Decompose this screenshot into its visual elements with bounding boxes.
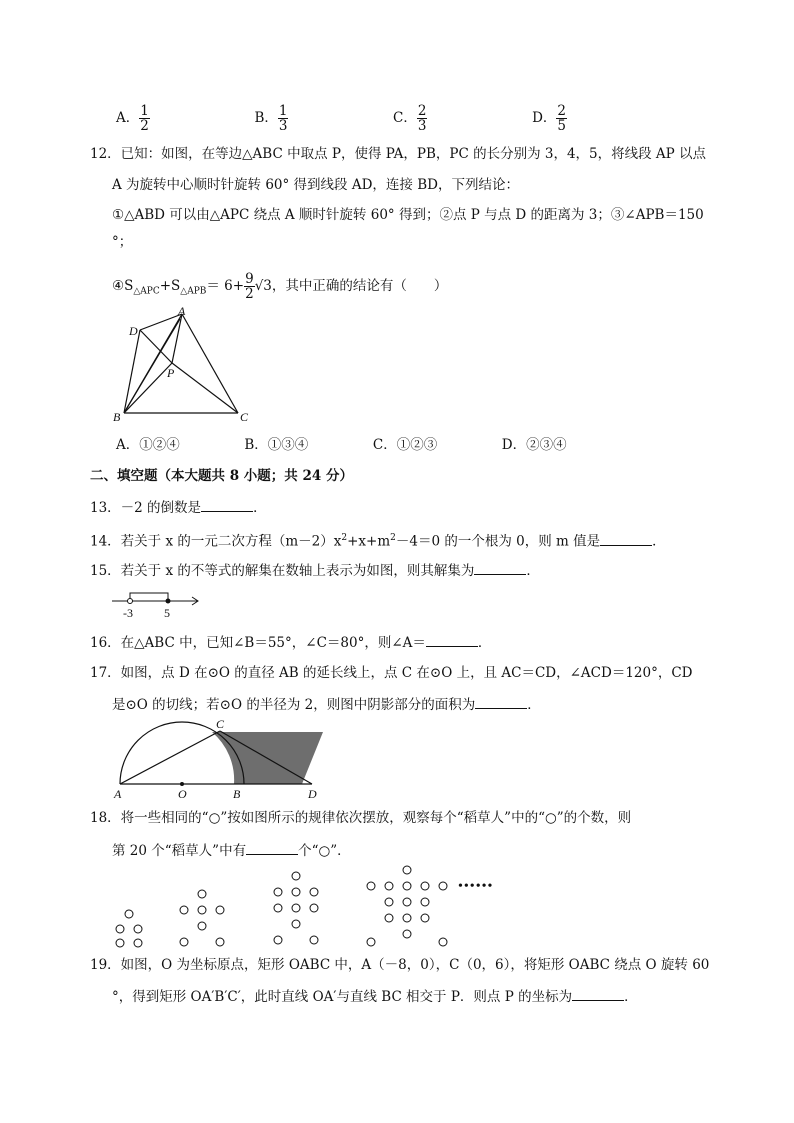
- q12-line1: 12．已知：如图，在等边△ABC 中取点 P，使得 PA，PB，PC 的长分别为 3，4，5，将线段 AP 以点: [90, 146, 707, 162]
- q14: 14．若关于 x 的一元二次方程$(m-2)x^2+x+m^2-4=0$ 的一个根为 0，则 m 值是 ．: [90, 528, 666, 552]
- q15-answer-blank[interactable]: [474, 560, 526, 575]
- fig17-label-b: B: [233, 787, 241, 801]
- fig-label-d: D: [129, 324, 138, 338]
- q18-line2: 第 20 个“稻草人”中有 个“○”．: [112, 840, 351, 861]
- q15-number-line: [112, 590, 202, 620]
- q17-figure: [112, 717, 322, 801]
- q11-options: [116, 104, 567, 133]
- tick-label-right: 5: [164, 606, 170, 620]
- q18-line1: 18．将一些相同的“○”按如图所示的规律依次摆放，观察每个“稻草人”中的“○”的个数，则: [90, 810, 632, 826]
- q12-line2: A 为旋转中心顺时针旋转 60° 得到线段 AD，连接 BD，下列结论：: [112, 177, 519, 193]
- fig17-label-a: A: [114, 787, 122, 801]
- q17-line1: 17．如图，点 D 在⊙O 的直径 AB 的延长线上，点 C 在⊙O 上，且 AC＝CD，∠ACD＝120°，CD: [90, 665, 693, 681]
- fig-label-b: B: [113, 410, 121, 424]
- q12-option-a[interactable]: A．①②④: [116, 437, 180, 453]
- q18-figure: [110, 862, 510, 954]
- q12-figure: [112, 305, 262, 425]
- q12-option-c[interactable]: C．①②③: [372, 437, 438, 453]
- fig-label-c: C: [240, 410, 249, 424]
- q19-line2: °，得到矩形 OA′B′C′，此时直线 OA′与直线 BC 相交于 P．则点 P 的坐标为 ．: [112, 986, 638, 1007]
- q16: 16．在△ABC 中，已知∠B＝55°，∠C＝80°，则∠A＝ ．: [90, 632, 491, 653]
- fig17-label-o: O: [178, 787, 187, 801]
- q12-line5: $④S_{\triangle APC}+S_{\triangle APB}= 6+$ $\frac{9}{2}$ √3，其中正确的结论有（ ）: [112, 271, 448, 302]
- q11-option-c[interactable]: C． $\frac{2}{3}$: [393, 103, 427, 134]
- q12-line3: ①△ABD 可以由△APC 绕点 A 顺时针旋转 60° 得到；②点 P 与点 D 的距离为 3；③∠APB＝150: [112, 207, 704, 223]
- q14-answer-blank[interactable]: [600, 531, 652, 546]
- fig17-label-c: C: [216, 717, 225, 731]
- section-fill-in-heading: 二、填空题（本大题共 8 小题；共 24 分）: [90, 468, 353, 484]
- fig-label-p: P: [167, 366, 175, 380]
- q18-answer-blank[interactable]: [246, 840, 298, 855]
- tick-label-left: -3: [123, 606, 133, 620]
- q19-answer-blank[interactable]: [572, 986, 624, 1001]
- fig-label-a: A: [178, 304, 186, 318]
- q12-option-d[interactable]: D．②③④: [501, 437, 567, 453]
- q11-option-d[interactable]: D． $\frac{2}{5}$: [532, 103, 566, 134]
- q17-answer-blank[interactable]: [475, 694, 527, 709]
- q17-line2: 是⊙O 的切线；若⊙O 的半径为 2，则图中阴影部分的面积为 ．: [112, 694, 541, 715]
- q11-option-a[interactable]: A． $\frac{1}{2}$: [116, 103, 149, 134]
- q12-line4: °；: [112, 234, 133, 250]
- q19-line1: 19．如图，O 为坐标原点，矩形 OABC 中，A（－8，0），C（0，6），将矩形 OABC 绕点 O 旋转 60: [90, 957, 710, 973]
- q15: 15．若关于 x 的不等式的解集在数轴上表示为如图，则其解集为 ．: [90, 560, 540, 581]
- q13: 13．－2 的倒数是 ．: [90, 497, 267, 518]
- q18-ellipsis: ••••••: [458, 879, 494, 894]
- q12-options: [116, 435, 567, 455]
- q11-option-b[interactable]: B． $\frac{1}{3}$: [254, 103, 288, 134]
- q13-answer-blank[interactable]: [201, 497, 253, 512]
- q12-option-b[interactable]: B．①③④: [244, 437, 309, 453]
- fig17-label-d: D: [308, 787, 317, 801]
- q16-answer-blank[interactable]: [426, 632, 478, 647]
